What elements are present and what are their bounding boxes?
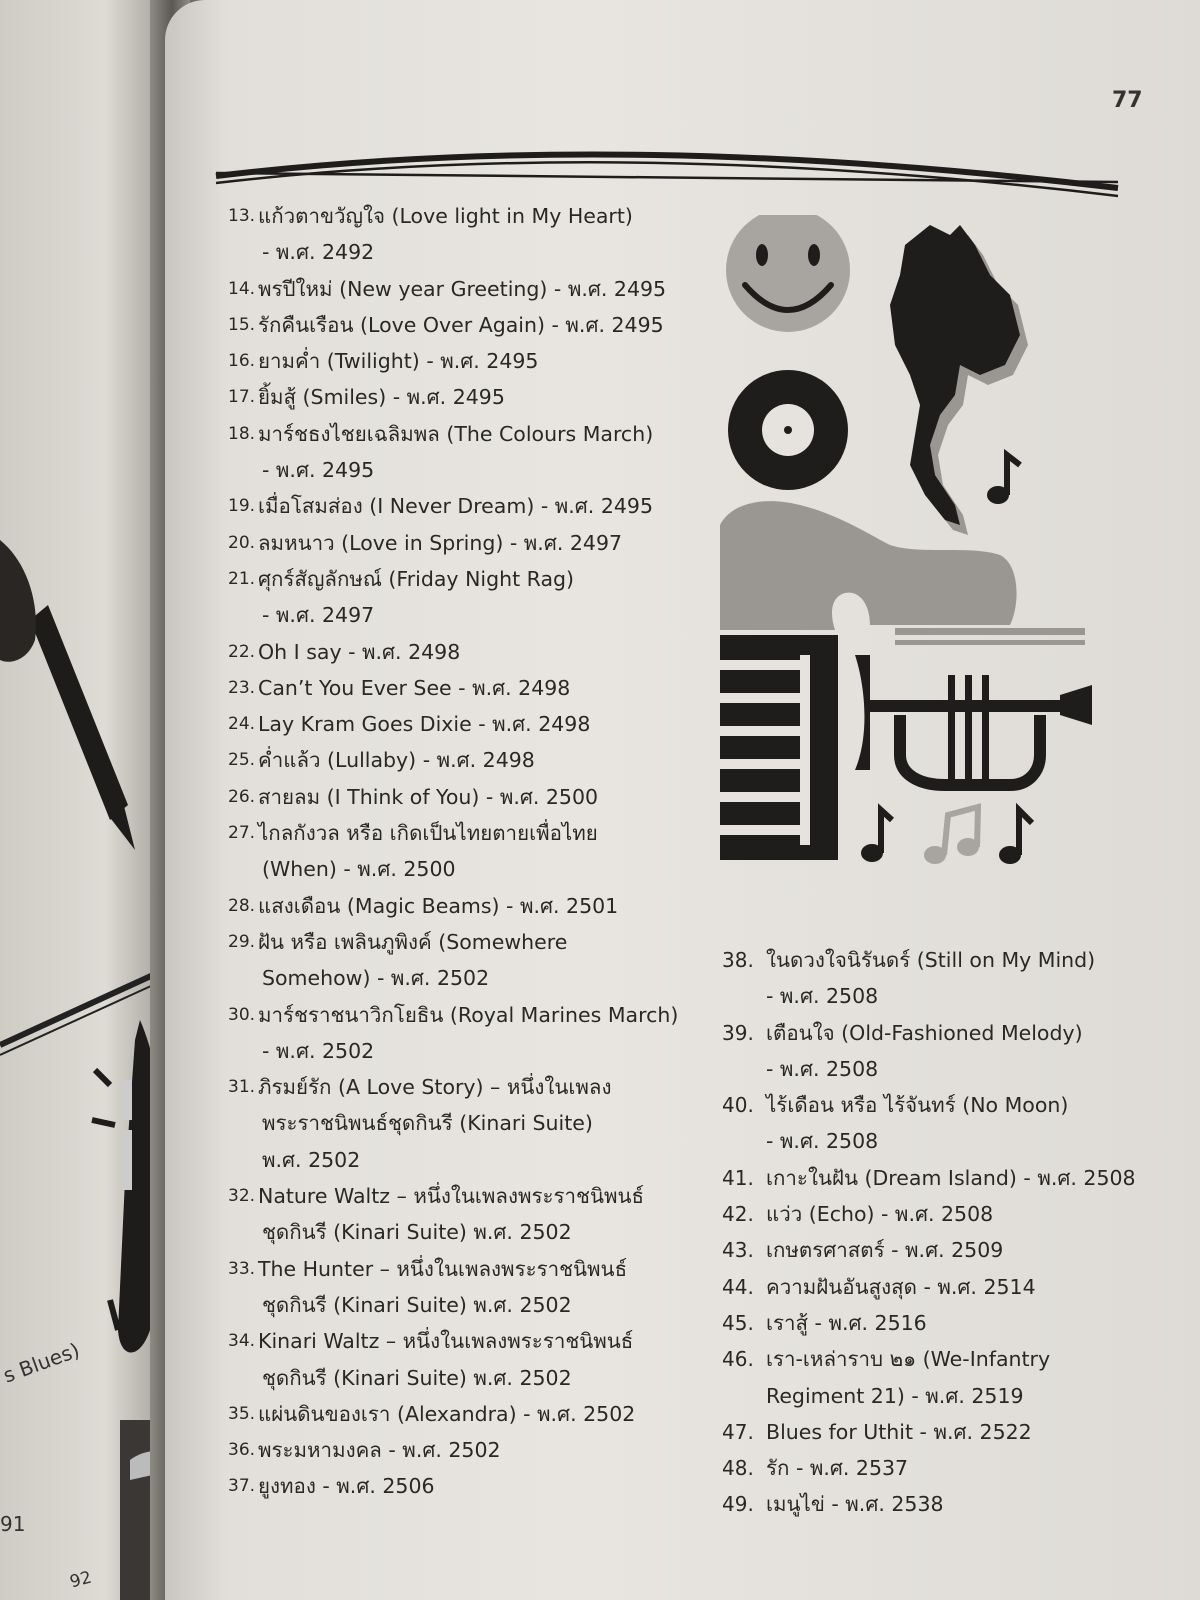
song-text: Oh I say - พ.ศ. 2498 [258,639,461,664]
song-item [228,1396,698,1432]
song-text: ภิรมย์รัก (A Love Story) – หนึ่งในเพลง [258,1075,612,1100]
song-item [228,1323,698,1396]
song-item [228,1178,698,1251]
song-title-line [228,198,698,234]
song-number: 33. [228,1258,256,1279]
song-number: 28. [228,895,256,916]
song-text: สายลม (I Think of You) - พ.ศ. 2500 [258,784,599,809]
piano-keys-icon [720,635,838,860]
song-title-line [228,488,698,524]
song-text: ค่ำแล้ว (Lullaby) - พ.ศ. 2498 [258,748,535,773]
song-item [228,997,698,1070]
song-item [228,1432,698,1468]
song-text: ลมหนาว (Love in Spring) - พ.ศ. 2497 [258,530,623,555]
song-number: 14. [228,278,256,299]
song-continuation-line: - พ.ศ. 2492 [262,240,375,265]
song-text: เรา-เหล่าราบ ๒๑ (We-Infantry [766,1347,1051,1372]
song-number: 37. [228,1476,256,1497]
song-list-left [228,198,698,1505]
header-rule [0,0,1200,220]
song-continuation-line: Somehow) - พ.ศ. 2502 [262,966,490,991]
page-number: 77 [1112,88,1143,113]
song-item [228,670,698,706]
song-item [228,271,698,307]
song-text: มาร์ชธงไชยเฉลิมพล (The Colours March) [258,421,654,446]
song-item [228,379,698,415]
song-item [722,1232,1142,1268]
song-number: 17. [228,387,256,408]
song-item [722,1305,1142,1341]
song-number: 34. [228,1331,256,1352]
song-title-line [722,1232,1142,1268]
song-number: 45. [722,1310,754,1335]
song-title-line [722,1486,1142,1522]
trumpet-icon [855,655,1092,785]
song-title-line [228,307,698,343]
song-number: 26. [228,786,256,807]
song-continuation-line: Regiment 21) - พ.ศ. 2519 [766,1383,1024,1408]
song-number: 41. [722,1165,754,1190]
song-title-line [228,634,698,670]
clarinet-icon [0,540,135,850]
song-item [228,1069,698,1178]
song-item [228,561,698,634]
song-continuation-line: - พ.ศ. 2497 [262,603,375,628]
song-number: 46. [722,1347,754,1372]
song-title-line [228,271,698,307]
song-number: 43. [722,1238,754,1263]
song-text: Nature Waltz – หนึ่งในเพลงพระราชนิพนธ์ [258,1184,645,1209]
song-number: 21. [228,568,256,589]
song-text: เมนูไข่ - พ.ศ. 2538 [766,1492,944,1517]
song-number: 24. [228,714,256,735]
song-item [722,1160,1142,1196]
song-text: ไกลกังวล หรือ เกิดเป็นไทยตายเพื่อไทย [258,821,598,846]
song-continuation-line: - พ.ศ. 2508 [766,1129,879,1154]
song-number: 13. [228,206,256,226]
song-number: 20. [228,532,256,553]
song-text: รัก - พ.ศ. 2537 [766,1456,909,1481]
song-number: 39. [722,1020,754,1045]
song-text: ความฝันอันสูงสุด - พ.ศ. 2514 [766,1274,1036,1299]
song-continuation-line: ชุดกินรี (Kinari Suite) พ.ศ. 2502 [262,1365,572,1390]
song-text: ในดวงใจนิรันดร์ (Still on My Mind) [766,948,1096,972]
smiley-face-icon [726,215,850,332]
song-item [228,307,698,343]
song-continuation-line: - พ.ศ. 2502 [262,1038,375,1063]
song-text: ฝัน หรือ เพลินภูพิงค์ (Somewhere [258,929,568,954]
song-number: 19. [228,496,256,517]
song-title-line [228,1178,698,1214]
song-text: พรปีใหม่ (New year Greeting) - พ.ศ. 2495 [258,276,667,301]
song-item [722,1486,1142,1522]
song-item [722,1341,1142,1414]
song-text: แก้วตาขวัญใจ (Love light in My Heart) [258,204,633,228]
song-text: Can’t You Ever See - พ.ศ. 2498 [258,675,571,700]
song-title-line [228,561,698,597]
song-title-line [722,1305,1142,1341]
song-item [722,1196,1142,1232]
song-item [228,779,698,815]
song-title-line [228,1323,698,1359]
vinyl-record-icon [728,370,848,490]
song-title-line [722,1160,1142,1196]
song-text: เกษตรศาสตร์ - พ.ศ. 2509 [766,1238,1004,1263]
song-item [722,942,1142,1015]
song-title-line [722,942,1142,978]
song-text: ยามค่ำ (Twilight) - พ.ศ. 2495 [258,349,539,374]
left-page-fragment-number-2: 92 [67,1567,94,1593]
song-number: 15. [228,314,256,335]
song-text: แสงเดือน (Magic Beams) - พ.ศ. 2501 [258,893,619,918]
song-item [228,1251,698,1324]
song-title-line [228,997,698,1033]
left-page-fragment-number: 91 [0,1512,26,1536]
song-text: รักคืนเรือน (Love Over Again) - พ.ศ. 2495 [258,312,664,337]
song-text: ไร้เดือน หรือ ไร้จันทร์ (No Moon) [766,1093,1069,1118]
song-item [228,1468,698,1504]
song-number: 38. [722,948,754,972]
song-text: Kinari Waltz – หนึ่งในเพลงพระราชนิพนธ์ [258,1329,634,1354]
song-title-line [228,742,698,778]
song-title-line [228,1396,698,1432]
song-number: 42. [722,1202,754,1227]
song-number: 23. [228,677,256,698]
song-title-line [228,888,698,924]
song-title-line [228,779,698,815]
song-item [228,888,698,924]
song-number: 47. [722,1419,754,1444]
song-number: 48. [722,1456,754,1481]
song-number: 30. [228,1004,256,1025]
song-continuation-line: (When) - พ.ศ. 2500 [262,857,456,882]
song-title-line [228,815,698,851]
song-title-line [228,343,698,379]
song-title-line [228,924,698,960]
song-number: 36. [228,1440,256,1461]
song-number: 40. [722,1093,754,1118]
song-item [722,1015,1142,1088]
song-continuation-line: - พ.ศ. 2495 [262,458,375,483]
song-number: 22. [228,641,256,662]
song-text: เกาะในฝัน (Dream Island) - พ.ศ. 2508 [766,1165,1136,1190]
song-title-line [228,706,698,742]
song-title-line [228,416,698,452]
song-item [228,742,698,778]
music-illustration [720,215,1100,895]
song-item [722,1450,1142,1486]
song-continuation-line: ชุดกินรี (Kinari Suite) พ.ศ. 2502 [262,1292,572,1317]
guitar-body-icon [720,501,1085,645]
song-continuation-line: พ.ศ. 2502 [262,1147,361,1172]
song-item [722,1269,1142,1305]
song-continuation-line: - พ.ศ. 2508 [766,1056,879,1081]
song-title-line [722,1414,1142,1450]
song-title-line [228,1069,698,1105]
song-number: 35. [228,1403,256,1424]
song-text: มาร์ชราชนาวิกโยธิน (Royal Marines March) [258,1002,679,1027]
song-continuation-line: ชุดกินรี (Kinari Suite) พ.ศ. 2502 [262,1220,572,1245]
song-title-line [722,1269,1142,1305]
song-text: แผ่นดินของเรา (Alexandra) - พ.ศ. 2502 [258,1401,636,1426]
song-number: 49. [722,1492,754,1517]
song-item [228,634,698,670]
song-text: แว่ว (Echo) - พ.ศ. 2508 [766,1202,994,1227]
song-title-line [722,1015,1142,1051]
left-page-fragment-text: s Blues) [0,1337,83,1388]
song-continuation-line: - พ.ศ. 2508 [766,984,879,1009]
song-title-line [722,1341,1142,1377]
song-item [228,198,698,271]
song-title-line [228,1432,698,1468]
song-text: เมื่อโสมส่อง (I Never Dream) - พ.ศ. 2495 [258,494,653,519]
song-text: เตือนใจ (Old-Fashioned Melody) [766,1020,1083,1045]
song-item [228,924,698,997]
song-title-line [228,1251,698,1287]
song-item [228,416,698,489]
song-number: 44. [722,1274,754,1299]
song-number: 18. [228,423,256,444]
song-title-line [228,525,698,561]
song-item [228,343,698,379]
song-item [228,525,698,561]
song-text: ยูงทอง - พ.ศ. 2506 [258,1474,435,1499]
song-text: ยิ้มสู้ (Smiles) - พ.ศ. 2495 [258,385,505,410]
song-item [722,1414,1142,1450]
song-text: ศุกร์สัญลักษณ์ (Friday Night Rag) [258,566,575,591]
song-number: 27. [228,823,256,844]
left-page [0,0,175,1600]
song-title-line [722,1196,1142,1232]
song-list-right [722,942,1142,1523]
song-text: The Hunter – หนึ่งในเพลงพระราชนิพนธ์ [258,1256,628,1281]
song-text: เราสู้ - พ.ศ. 2516 [766,1310,927,1335]
song-text: พระมหามงคล - พ.ศ. 2502 [258,1438,501,1463]
song-title-line [228,379,698,415]
song-title-line [228,1468,698,1504]
song-item [228,815,698,888]
song-title-line [722,1087,1142,1123]
song-item [722,1087,1142,1160]
song-number: 25. [228,750,256,771]
song-text: Lay Kram Goes Dixie - พ.ศ. 2498 [258,712,591,737]
song-title-line [722,1450,1142,1486]
song-number: 31. [228,1077,256,1098]
song-continuation-line: พระราชนิพนธ์ชุดกินรี (Kinari Suite) [262,1111,593,1136]
song-item [228,706,698,742]
song-text: Blues for Uthit - พ.ศ. 2522 [766,1419,1032,1444]
song-number: 16. [228,351,256,372]
song-item [228,488,698,524]
song-number: 32. [228,1186,256,1207]
song-number: 29. [228,931,256,952]
song-title-line [228,670,698,706]
